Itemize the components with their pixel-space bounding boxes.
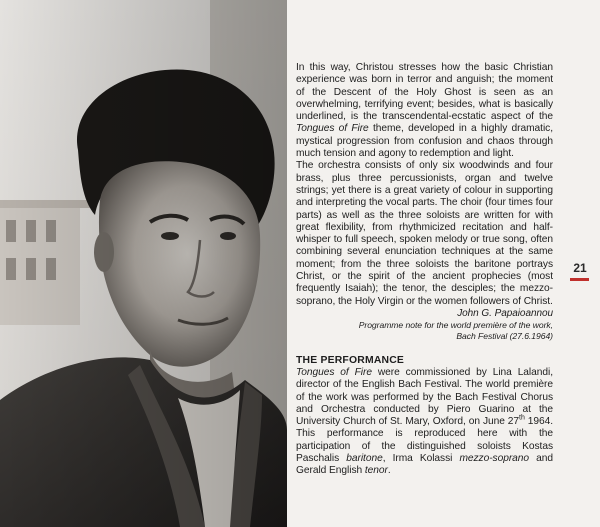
page-number-underline (570, 278, 589, 281)
body-paragraph-1 (296, 62, 553, 160)
page-number: 21 (573, 261, 587, 275)
date-superscript: th (519, 414, 525, 422)
signature: John G. Papaioannou (457, 307, 553, 319)
performance-paragraph (296, 367, 553, 478)
performance-text-4: and Gerald English (296, 453, 553, 477)
mezzo-soprano-italic: mezzo-soprano (459, 453, 530, 465)
portrait-photo (0, 0, 287, 527)
programme-note-line-1: Programme note for the world première of the work, (358, 319, 553, 330)
work-title-italic: Tongues of Fire (296, 123, 369, 135)
body-paragraph-1-text: In this way, Christou stresses how the basic Christian experience was born in terror and anguish; the moment of the Descent of the Holy Ghost is seen as an overwhelming, terrifying event; besides, what is basically underlined, is the transcendental-ecstatic aspect of the (296, 62, 553, 123)
performance-text-3: , Irma Kolassi (382, 453, 460, 465)
performance-text-5: . (387, 465, 391, 477)
body-paragraph-1-end: theme, developed in a highly dramatic, mystical progression from confusion and chaos through much tension and agony to redemption and light. (296, 123, 553, 160)
performance-text-1: were commissioned by Lina Lalandi, director of the English Bach Festival. The world première of the work was performed by the Bach Festival Chorus and Orchestra conducted by Piero Guarino at the University Church of St. Mary, Oxford, on June 27 (296, 366, 553, 428)
programme-note-line-2: Bach Festival (27.6.1964) (456, 330, 553, 341)
portrait-photo-graphic (0, 0, 287, 527)
baritone-italic: baritone (346, 453, 383, 465)
body-paragraph-2: The orchestra consists of only six woodwinds and four brass, plus three percussionists, organ and twelve strings; yet there is a great variety of colour in supporting and interpreting the vocal parts. The choir (four times four parts) as well as the three soloists are written for with great flexibility, from rhythmicized recitation and half-whisper to full speech, spoken melody or true song, often combining several enunciation techniques at the same moment; from the three soloists the baritone portrays Christ, or the spirit of the ancient prophecies (most frequently Isaiah); the tenor, the desciples; the mezzo-soprano, the Holy Virgin or the women followers of Christ. (296, 160, 553, 307)
tenor-italic: tenor (364, 465, 388, 477)
text-column (296, 62, 553, 478)
performance-title-italic: Tongues of Fire (296, 366, 372, 378)
performance-text-2: 1964. This performance is reproduced here with the participation of the distinguished soloists Kostas Paschalis (296, 416, 554, 465)
section-heading: THE PERFORMANCE (296, 354, 405, 366)
